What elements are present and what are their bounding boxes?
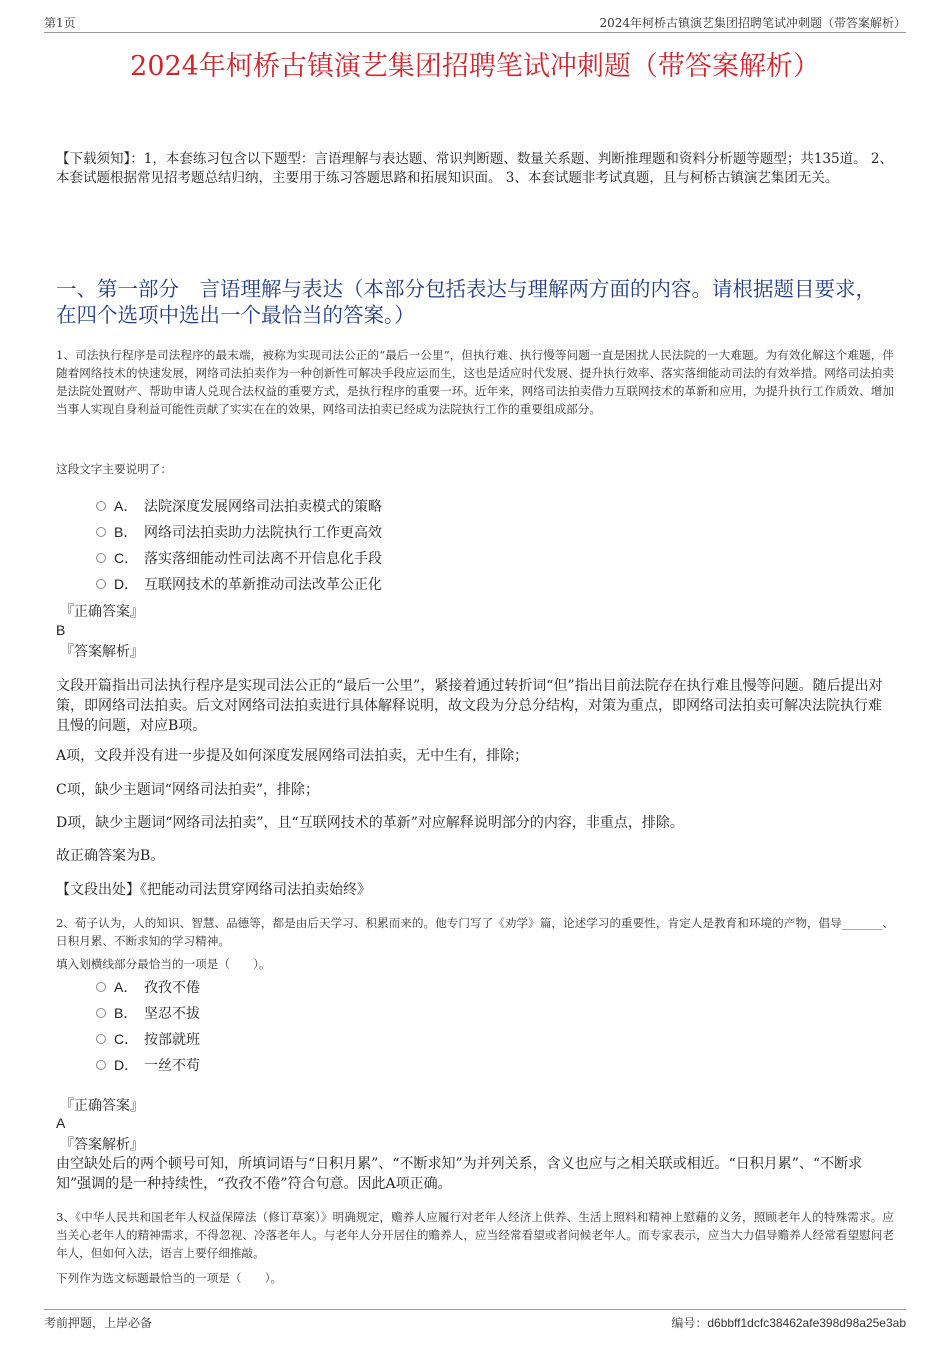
footer-divider (44, 1309, 906, 1310)
header-doc-title: 2024年柯桥古镇演艺集团招聘笔试冲刺题（带答案解析） (599, 16, 906, 30)
radio-button[interactable] (96, 1034, 106, 1044)
q2-answer-label: 『正确答案』 (60, 1098, 144, 1114)
question-3-passage: 3、《中华人民共和国老年人权益保障法（修订草案）》明确规定，赡养人应履行对老年人经济上供养、生活上照料和精神上慰藉的义务，照顾老年人的特殊需求。应当关心老年人的精神需求，不得忽视、冷落老年人。与老年人分开居住的赡养人，应当经常看望或者问候老年人。而专家表示，应当大力倡导赡养人经常看望慰问老年人，但如何入法，语言上要仔细推敲。 (56, 1210, 894, 1260)
q1-analysis-option-c: C项，缺少主题词“网络司法拍卖”，排除； (56, 782, 320, 798)
q1-option-b[interactable]: B． 网络司法拍卖助力法院执行工作更高效 (96, 522, 696, 542)
question-1-prompt: 这段文字主要说明了： (56, 462, 172, 476)
q1-source: 【文段出处】《把能动司法贯穿网络司法拍卖始终》 (56, 882, 371, 898)
q2-option-b[interactable]: B． 坚忍不拔 (96, 1003, 696, 1023)
radio-button[interactable] (96, 1008, 106, 1018)
page-number: 第1页 (44, 16, 76, 30)
download-notice: 【下载须知】：1，本套练习包含以下题型：言语理解与表达题、常识判断题、数量关系题、判断推理题和资料分析题等题型；共135道。 2、本套试题根据常见招考题总结归纳，主要用于练习答题思路和拓展知识面。 3、本套试题非考试真题，且与柯桥古镇演艺集团无关。 (56, 151, 893, 186)
footer-slogan: 考前押题，上岸必备 (44, 1316, 153, 1330)
question-2-passage: 2、荀子认为，人的知识、智慧、品德等，都是由后天学习、积累而来的。他专门写了《劝学》篇，论述学习的重要性，肯定人是教育和环境的产物，倡导_______、日积月累、不断求知的学习精神。 (56, 916, 894, 948)
radio-button[interactable] (96, 579, 106, 589)
radio-button[interactable] (96, 1060, 106, 1070)
q2-analysis-label: 『答案解析』 (60, 1137, 144, 1153)
radio-button[interactable] (96, 501, 106, 511)
question-3-prompt: 下列作为选文标题最恰当的一项是（ ）。 (56, 1271, 283, 1285)
q1-option-c[interactable]: C． 落实落细能动性司法离不开信息化手段 (96, 548, 696, 568)
q1-analysis-paragraph: 文段开篇指出司法执行程序是实现司法公正的“最后一公里”，紧接着通过转折词“但”指出目前法院存在执行难且慢等问题。随后提出对策，即网络司法拍卖。后文对网络司法拍卖进行具体解释说明，故文段为分总分结构，对策为重点，即网络司法拍卖可解决法院执行难且慢的问题，对应B项。 (56, 678, 883, 734)
page-title: 2024年柯桥古镇演艺集团招聘笔试冲刺题（带答案解析） (130, 51, 820, 82)
q1-option-d[interactable]: D． 互联网技术的革新推动司法改革公正化 (96, 574, 696, 594)
q1-answer-label: 『正确答案』 (60, 604, 144, 620)
q2-option-d[interactable]: D． 一丝不苟 (96, 1055, 696, 1075)
q2-answer-value: A (56, 1115, 66, 1131)
footer-code-value: d6bbff1dcfc38462afe398d98a25e3ab (707, 1316, 906, 1330)
q1-analysis-conclusion: 故正确答案为B。 (56, 848, 165, 864)
q1-analysis-option-a: A项，文段并没有进一步提及如何深度发展网络司法拍卖，无中生有，排除； (56, 748, 529, 764)
q1-answer-value: B (56, 622, 66, 638)
section-heading: 一、第一部分 言语理解与表达（本部分包括表达与理解两方面的内容。请根据题目要求，在四个选项中选出一个最恰当的答案。） (56, 277, 876, 327)
question-1-passage: 1、司法执行程序是司法程序的最末端，被称为实现司法公正的“最后一公里”，但执行难、执行慢等问题一直是困扰人民法院的一大难题。为有效化解这个难题，伴随着网络技术的快速发展，网络司法拍卖作为一种创新性可解决手段应运而生，这也是适应时代发展、提升执行效率、落实落细能动司法的有效举措。网络司法拍卖是法院处置财产、帮助申请人兑现合法权益的重要方式，是执行程序的重要一环。近年来，网络司法拍卖借力互联网技术的革新和应用，为提升执行工作质效、增加当事人实现自身利益可能性贡献了实实在在的效果，网络司法拍卖已经成为法院执行工作的重要组成部分。 (56, 348, 894, 416)
radio-button[interactable] (96, 527, 106, 537)
q2-option-a[interactable]: A． 孜孜不倦 (96, 977, 696, 997)
question-2-prompt: 填入划横线部分最恰当的一项是（ ）。 (56, 957, 271, 971)
footer-code-label: 编号： (671, 1316, 708, 1330)
radio-button[interactable] (96, 553, 106, 563)
header-divider (44, 32, 906, 33)
q1-analysis-label: 『答案解析』 (60, 644, 144, 660)
q2-analysis-paragraph: 由空缺处后的两个顿号可知，所填词语与“日积月累”、“不断求知”为并列关系，含义也应与之相关联或相近。“日积月累”、“不断求知”强调的是一种持续性，“孜孜不倦”符合句意。因此A项正确。 (56, 1156, 863, 1192)
q1-analysis-option-d: D项，缺少主题词“网络司法拍卖”，且“互联网技术的革新”对应解释说明部分的内容，非重点，排除。 (56, 815, 684, 831)
q1-option-a[interactable]: A． 法院深度发展网络司法拍卖模式的策略 (96, 496, 696, 516)
footer-code (671, 1314, 906, 1331)
radio-button[interactable] (96, 982, 106, 992)
q2-option-c[interactable]: C． 按部就班 (96, 1029, 696, 1049)
